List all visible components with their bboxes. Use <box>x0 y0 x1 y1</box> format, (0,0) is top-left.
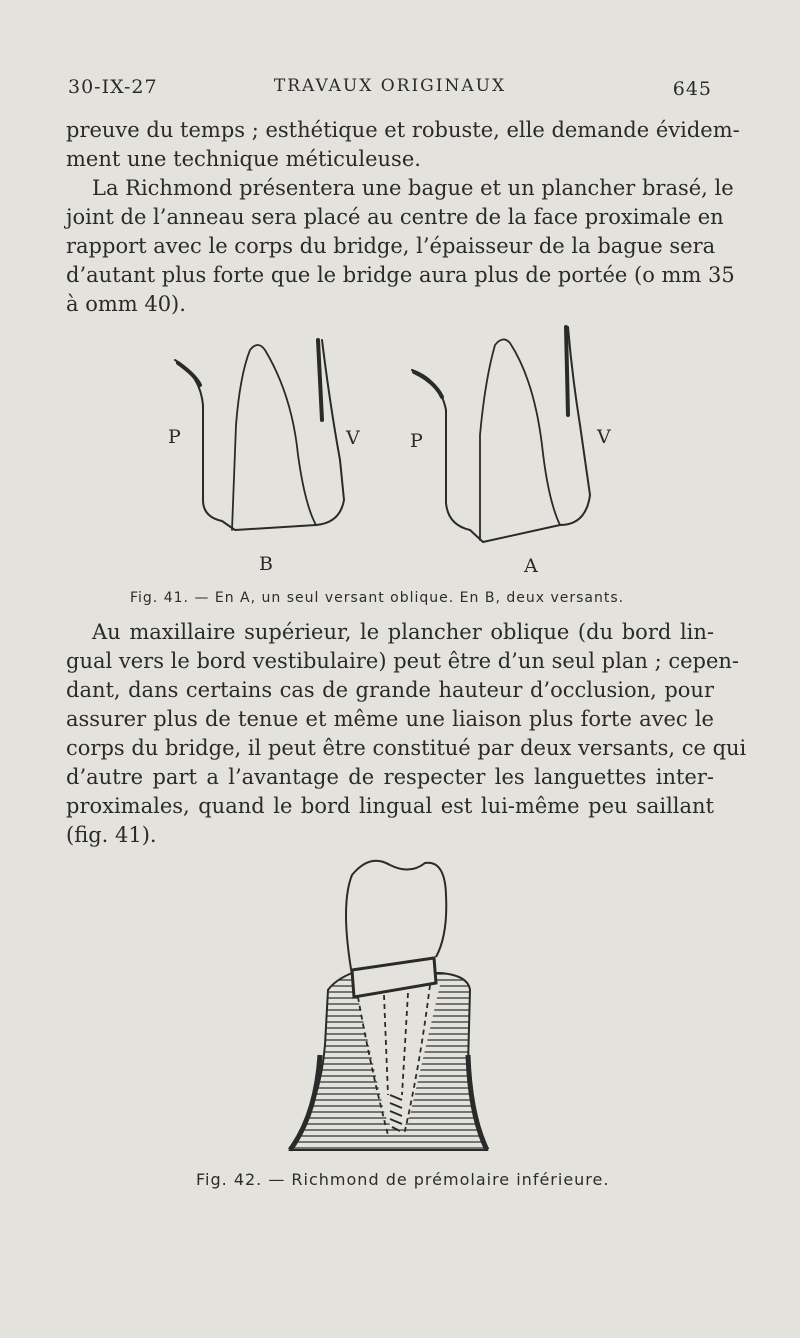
text-line: La Richmond présentera une bague et un plancher brasé, le <box>92 176 734 200</box>
header-section-title: TRAVAUX ORIGINAUX <box>273 76 507 96</box>
figure-42-drawing <box>0 845 800 1165</box>
label-a-vestibular: V <box>597 426 611 448</box>
text-line: corps du bridge, il peut être constitué par deux versants, ce qui <box>66 736 747 760</box>
text-line: gual vers le bord vestibulaire) peut être d’un seul plan ; cepen- <box>66 649 739 673</box>
text-line: dant, dans certains cas de grande hauteur d’occlusion, pour <box>66 678 714 702</box>
paragraph-3 <box>66 618 747 850</box>
label-b-vestibular: V <box>346 427 360 449</box>
text-line: d’autre part a l’avantage de respecter les languettes inter- <box>66 765 714 789</box>
text-line: (fig. 41). <box>66 823 157 847</box>
label-b-palatal: P <box>168 426 181 448</box>
header-date: 30-IX-27 <box>68 76 158 98</box>
text-line: d’autant plus forte que le bridge aura plus de portée (o mm 35 <box>66 263 735 287</box>
text-line: proximales, quand le bord lingual est lui-même peu saillant <box>66 794 714 818</box>
text-line: ment une technique méticuleuse. <box>66 147 421 171</box>
label-b-figure-letter: B <box>259 553 273 575</box>
label-a-figure-letter: A <box>524 555 538 577</box>
text-line: joint de l’anneau sera placé au centre de la face proximale en <box>66 205 724 229</box>
root-and-bone <box>290 973 487 1150</box>
paragraph-1 <box>66 116 740 174</box>
tooth-a-illustration <box>412 327 590 542</box>
tooth-b-illustration <box>175 340 344 530</box>
text-line: rapport avec le corps du bridge, l’épaisseur de la bague sera <box>66 234 716 258</box>
paragraph-2 <box>66 174 735 319</box>
text-line: Au maxillaire supérieur, le plancher oblique (du bord lin- <box>92 620 714 644</box>
figure-42-caption: Fig. 42. — Richmond de prémolaire inférieure. <box>196 1170 610 1189</box>
running-head <box>68 76 712 106</box>
label-a-palatal: P <box>410 430 423 452</box>
page-number: 645 <box>672 78 712 100</box>
figure-41-caption: Fig. 41. — En A, un seul versant oblique. En B, deux versants. <box>130 590 625 606</box>
text-line: preuve du temps ; esthétique et robuste, elle demande évidem- <box>66 118 740 142</box>
text-line: à omm 40). <box>66 292 186 316</box>
text-line: assurer plus de tenue et même une liaison plus forte avec le <box>66 707 714 731</box>
figure-41-drawing <box>0 325 800 575</box>
